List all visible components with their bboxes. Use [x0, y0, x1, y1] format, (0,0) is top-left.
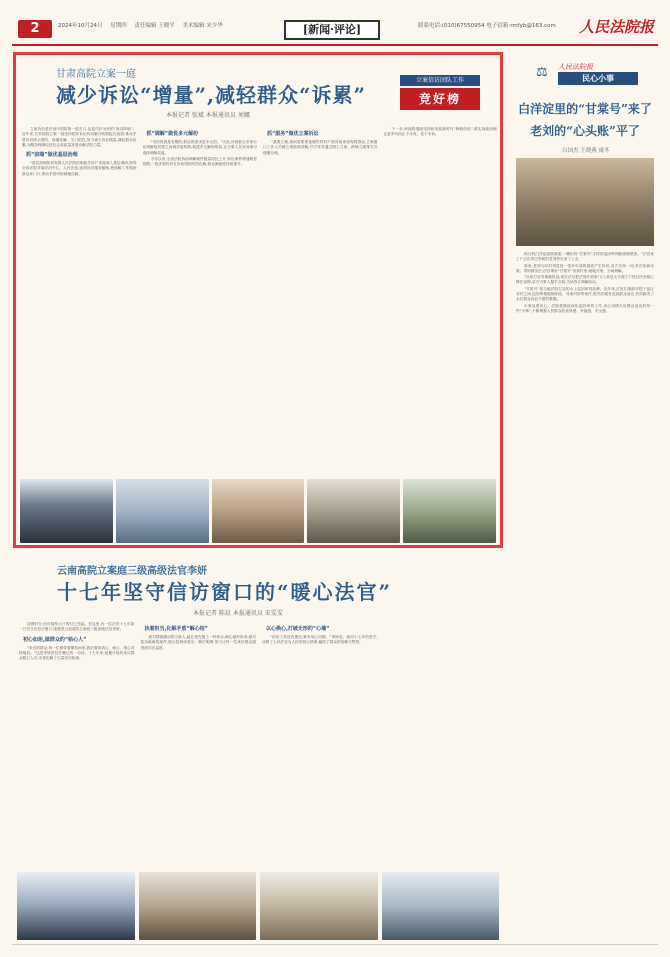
article2-photo-strip [17, 872, 499, 940]
photo-window-service [382, 872, 500, 940]
article-gansu [13, 52, 503, 548]
article2-column [262, 622, 378, 868]
photo-mediation [212, 479, 305, 543]
article1-column [22, 127, 137, 473]
page-header [12, 14, 658, 46]
article2-kicker: 云南高院立案庭三级高级法官李妍 [57, 566, 207, 577]
article2-headline: 十七年坚守信访窗口的“暖心法官” [57, 580, 393, 604]
editor-2: 美术编辑 宋少华 [182, 23, 223, 29]
section-tag: [新闻·评论] [284, 20, 380, 40]
right-article-paragraph: “甘棠号”是当地法院打造的水上巡回审判品牌。近年来,法官们乘船穿梭于淀区各村之间,巡回审理婚姻家庭、邻里纠纷等案件,把司法服务送到群众身边,有效解决了水区群众诉讼不便的难题。 [516, 286, 654, 302]
right-article-headline [516, 98, 654, 142]
right-article-paragraph: 秋日的白洋淀碧波荡漾,一艘印有“甘棠号”字样的巡回审判船缓缓驶来。“法官来了!”正在岸边等候的老刘快步迎了上去。 [516, 252, 654, 262]
page-number: 2 [18, 20, 52, 38]
article2-subhead: 执着担当,化解矛盾“解心结” [144, 626, 208, 632]
article1-paragraph: 今年以来,全省法院诉前调解案件数量同比上升,诉讼案件增速明显放缓,一批矛盾纠纷在诉前得到有效化解,群众满意度持续提升。 [142, 156, 257, 167]
photo-group-portrait [20, 479, 113, 543]
article1-badge [400, 75, 480, 113]
logo-top-text: 人民法院报 [558, 63, 593, 71]
right-article-body [516, 252, 654, 940]
right-headline-line2: 老刘的“心头账”平了 [530, 124, 640, 138]
photo-window [307, 479, 400, 543]
logo-main-text: 民心小事 [558, 72, 638, 85]
article2-body [19, 622, 499, 868]
badge-top-label: 立案信访团队工作 [400, 75, 480, 86]
article1-subhead: 抓“服务”做优立案诉讼 [267, 131, 319, 137]
article1-kicker: 甘肃高院立案一庭 [56, 69, 136, 80]
right-column-article [512, 52, 658, 942]
badge-main-label: 竞好榜 [400, 88, 480, 110]
right-article-paragraph: “以前打官司要跑好远,现在法官把法庭开到家门口,真是太方便了!”经过法官耐心释法说理,双方当事人握手言和,当场签订调解协议。 [516, 275, 654, 285]
header-meta [58, 21, 229, 29]
article2-column [19, 622, 135, 868]
article1-subhead: 抓“调解”做优多元解纷 [146, 131, 199, 137]
article2-paragraph: “来访的群众,每一位都带着期待而来,我们要用真心、耐心、细心对待他们。”这是李妍常挂在嘴边的一句话。十七年来,她累计接待来访群众数万人次,妥善化解了大量信访积案。 [19, 645, 135, 661]
issue-date: 2024年10月24日 [58, 23, 103, 29]
issue-weekday: 星期四 [110, 23, 127, 29]
article1-column [143, 127, 258, 473]
article1-paragraph: “司法资源是有限的,群众的需求是多元的。”为此,该庭联合多家行业调解组织建立诉调对接机制,构建多元解纷格局,让当事人在诉前即可选择调解渠道。 [142, 140, 257, 155]
article-yunnan [13, 556, 503, 944]
photo-community [403, 479, 496, 543]
article2-column [384, 622, 500, 868]
article2-subhead: 以心换心,打破无形的“心墙” [266, 626, 330, 632]
article1-body [22, 127, 498, 473]
article1-photo-strip [20, 479, 496, 543]
right-article-byline: 白国杰 王晓燕 虞冬 [562, 148, 610, 154]
contact-phone: 联系电话:(010)67550954 [418, 23, 485, 29]
article2-subhead: 初心如炬,做群众的“贴心人” [23, 636, 87, 643]
article1-paragraph: 立案诉讼是法治中国的第一道关口,也是司法为民的“前沿阵地”。近年来,甘肃高院立案一庭坚持把非诉讼纠纷解决机制挺在前面,推动矛盾纠纷源头预防、前端化解、关口把控,努力减少诉讼增量,减轻群众诉累,为服务保障经济社会高质量发展贡献法院力量。 [22, 127, 137, 147]
right-article-paragraph: 小事连着民心。法院将继续深化巡回审判工作,用心用情办好群众身边的每一件“小事”,不断增强人民群众的获得感、幸福感、安全感。 [516, 303, 654, 313]
photo-reception [139, 872, 257, 940]
photo-judge-portrait [17, 872, 135, 940]
article1-column [384, 127, 499, 473]
article2-paragraph: 清晨时分,信访接待大厅的灯已亮起。在这里,有一位法官十七年如一日坚守在信访窗口,她就是云南高院立案庭三级高级法官李妍。 [19, 622, 135, 632]
page-bottom-rule [12, 944, 658, 945]
article2-byline: 本报记者 陈晨 本报通讯员 宋雯雯 [193, 610, 283, 617]
article2-column [141, 622, 257, 868]
right-headline-line1: 白洋淀里的“甘棠号”来了 [518, 102, 652, 116]
article1-column [263, 127, 378, 473]
right-article-paragraph: 原来,老刘与同村邻居因一笔多年前的借款产生纠纷,双方各执一词,多次协商未果。得知情况后,法官乘坐“甘棠号”来到村里,就地开庭、当场调解。 [516, 263, 654, 273]
scales-icon: ⚖ [536, 65, 548, 80]
photo-visit [260, 872, 378, 940]
article1-byline: 本报记者 张斌 本报通讯员 刘娜 [166, 112, 250, 119]
header-rule [12, 44, 658, 46]
header-contact [418, 21, 556, 29]
article1-paragraph: 下一步,该庭将继续坚持和发展新时代“枫桥经验”,做实诉源治理,让更多纠纷止于未发、化于未诉。 [383, 127, 498, 137]
photo-service-hall [116, 479, 209, 543]
article1-paragraph: “我要立案,请问需要准备哪些材料?”面对前来咨询的群众,立案窗口工作人员耐心细致地讲解,并引导其通过网上立案、跨域立案等方式便捷办理。 [263, 140, 378, 155]
article1-headline: 减少诉讼“增量”,减轻群众“诉累” [56, 83, 366, 107]
masthead-logo: 人民法院报 [578, 18, 654, 36]
contact-email: 电子信箱:rmfyb@163.com [486, 23, 556, 29]
column-logo [530, 60, 640, 88]
article1-paragraph: “基层治理如何发挥人民法院的职能作用?”该庭深入基层调研,指导全省法院对接综治中心、人民法庭,延伸诉讼服务触角,把调解工作做到群众家门口,推动矛盾纠纷就地化解。 [22, 161, 137, 176]
photo-boat-court [516, 158, 654, 246]
article2-paragraph: 面对情绪激动的当事人,她总是先倒上一杯热水,耐心倾听诉求;面对复杂疑难的案件,她反复研读卷宗、释法明理,努力让每一位来访群众感受到司法温度。 [140, 635, 256, 650]
editor-1: 责任编辑 王晓平 [134, 23, 175, 29]
article2-paragraph: “信访工作没有捷径,唯有用心用情。”李妍说。她用十七年的坚守,诠释了人民法官为人民的初心使命,赢得了群众的信赖与赞誉。 [262, 635, 378, 645]
article1-subhead: 抓“前端”做优基层治理 [26, 152, 78, 159]
